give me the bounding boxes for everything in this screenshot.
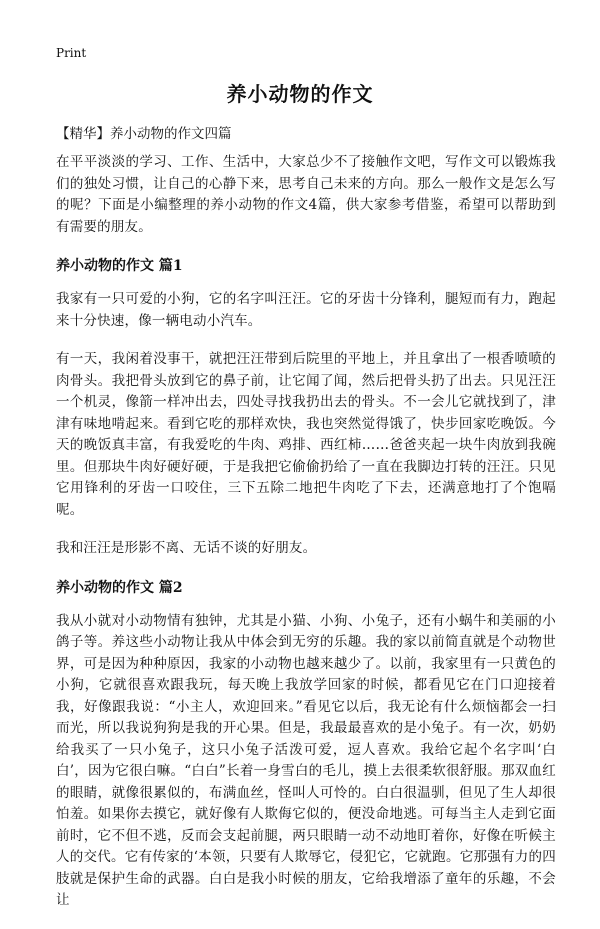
section-1-paragraph-3: 我和汪汪是形影不离、无话不谈的好朋友。 bbox=[56, 540, 317, 556]
print-link[interactable]: Print bbox=[56, 46, 87, 60]
section-heading-2: 养小动物的作文 篇2 bbox=[56, 579, 183, 596]
section-2-paragraph-1: 我从小就对小动物情有独钟，尤其是小猫、小狗、小兔子，还有小蜗牛和美丽的小鸽子等。养这些小动物让我从中体会到无穷的乐趣。我的家以前简直就是个动物世界，可是因为种种原因，我家的小动物也越来越少了。以前，我家里有一只黄色的小狗，它就很喜欢跟我玩，每天晚上我放学回家的时候，都看见它在门口迎接着我，好像跟我说：“小主人，欢迎回来。”看见它以后，我无论有什么烦恼都会一扫而光，所以我说狗狗是我的开心果。但是，我最最喜欢的是小兔子。有一次，奶奶给我买了一只小兔子，这只小兔子活泼可爱，逗人喜欢。我给它起个名字叫‘白白’，因为它很白嘛。“白白”长着一身雪白的毛儿，摸上去很柔软很舒服。那双血红的眼睛，就像很累似的，布满血丝，怪叫人可怜的。白白很温驯，但见了生人却很怕羞。如果你去摸它，就好像有人欺侮它似的，便没命地逃。可每当主人走到它面前时，它不但不逃，反而会支起前腿，两只眼睛一动不动地盯着你，好像在听候主人的交代。它有传家的‘本领，只要有人欺辱它，侵犯它，它就跑。它那强有力的四肢就是保护生命的武器。白白是我小时候的朋友，它给我增添了童年的乐趣，不会让 bbox=[56, 612, 556, 908]
section-1-paragraph-2: 有一天，我闲着没事干，就把汪汪带到后院里的平地上，并且拿出了一根香喷喷的肉骨头。我把骨头放到它的鼻子前，让它闻了闻，然后把骨头扔了出去。只见汪汪一个机灵，像箭一样冲出去，四处寻找我扔出去的骨头。不一会儿它就找到了，津津有味地啃起来。看到它吃的那样欢快，我也突然觉得饿了，快步回家吃晚饭。今天的晚饭真丰富，有我爱吃的牛肉、鸡排、西红柿……爸爸夹起一块牛肉放到我碗里。但那块牛肉好硬好硬，于是我把它偷偷扔给了一直在我脚边打转的汪汪。只见它用锋利的牙齿一口咬住，三下五除二地把牛肉吃了下去，还满意地打了个饱嗝呢。 bbox=[56, 351, 556, 518]
section-heading-1: 养小动物的作文 篇1 bbox=[56, 258, 183, 274]
intro-paragraph: 在平平淡淡的学习、工作、生活中，大家总少不了接触作文吧，写作文可以锻炼我们的独处习惯，让自己的心静下来，思考自己未来的方向。那么一般作文是怎么写的呢？下面是小编整理的养小动物的作文4篇，供大家参考借鉴，希望可以帮助到有需要的朋友。 bbox=[56, 154, 556, 235]
document-subtitle: 【精华】养小动物的作文四篇 bbox=[56, 126, 232, 142]
page-title: 养小动物的作文 bbox=[226, 82, 374, 106]
section-1-paragraph-1: 我家有一只可爱的小狗，它的名字叫汪汪。它的牙齿十分锋利，腿短而有力，跑起来十分快速，像一辆电动小汽车。 bbox=[56, 291, 556, 329]
document-body bbox=[56, 152, 556, 929]
